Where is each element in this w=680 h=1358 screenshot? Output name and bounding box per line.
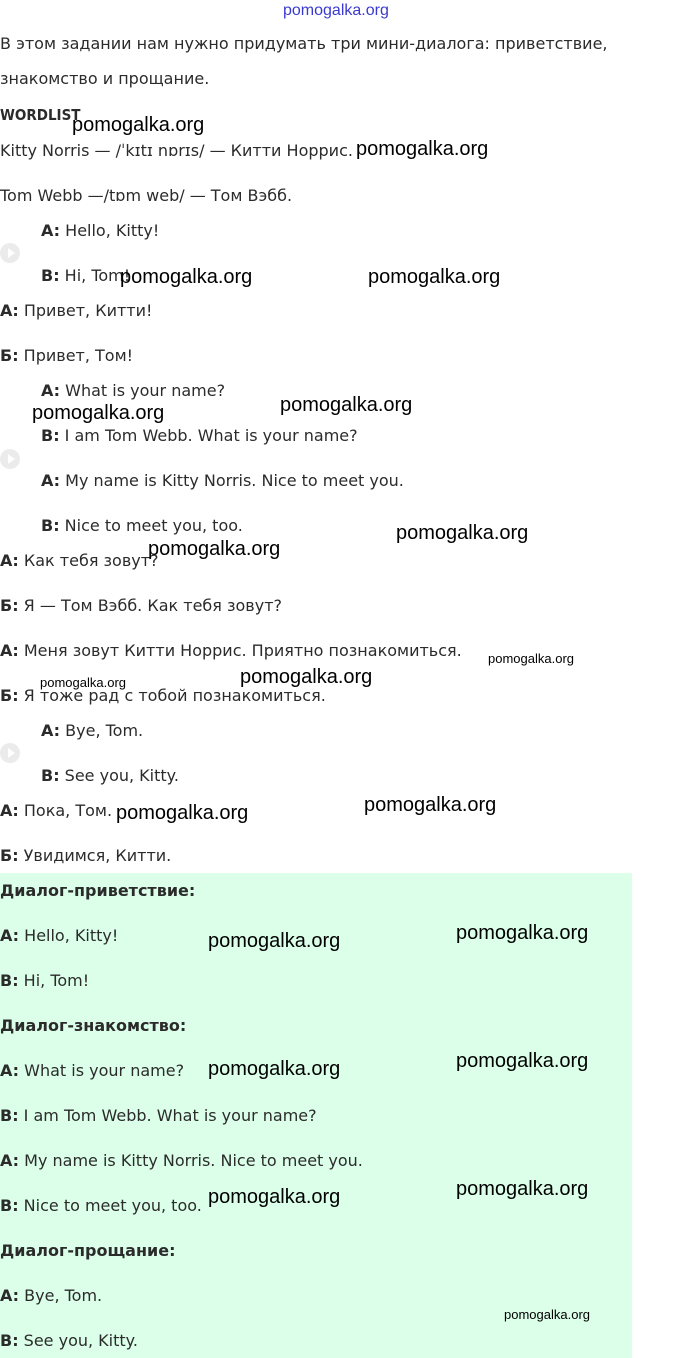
watermark: pomogalka.org bbox=[208, 1186, 341, 1208]
answer-acquaintance-line-1: A: What is your name? bbox=[0, 1061, 185, 1080]
answer-acquaintance-line-4: B: Nice to meet you, too. bbox=[0, 1196, 202, 1215]
watermark: pomogalka.org bbox=[120, 266, 253, 288]
dialog-1-ru-line-2: Б: Привет, Том! bbox=[0, 346, 134, 365]
answer-farewell-heading: Диалог-прощание: bbox=[0, 1241, 176, 1260]
watermark: pomogalka.org bbox=[368, 266, 501, 288]
answer-farewell-line-2: B: See you, Kitty. bbox=[0, 1331, 138, 1350]
watermark: pomogalka.org bbox=[504, 1307, 590, 1322]
watermark: pomogalka.org bbox=[240, 666, 373, 688]
watermark: pomogalka.org bbox=[488, 651, 574, 666]
answer-acquaintance-line-3: A: My name is Kitty Norris. Nice to meet you. bbox=[0, 1151, 363, 1170]
watermark: pomogalka.org bbox=[364, 794, 497, 816]
watermark: pomogalka.org bbox=[40, 675, 126, 690]
answer-greeting-line-1: A: Hello, Kitty! bbox=[0, 926, 119, 945]
answer-greeting-line-2: B: Hi, Tom! bbox=[0, 971, 90, 990]
watermark: pomogalka.org bbox=[208, 1058, 341, 1080]
intro-line-2: знакомство и прощание. bbox=[0, 69, 210, 88]
dialog-2-en-line-3: A: My name is Kitty Norris. Nice to meet you. bbox=[41, 471, 404, 490]
watermark: pomogalka.org bbox=[280, 394, 413, 416]
play-audio-dialog-2-icon[interactable] bbox=[0, 449, 20, 469]
dialog-1-en-line-2: B: Hi, Tom! bbox=[41, 266, 131, 285]
watermark: pomogalka.org bbox=[456, 1050, 589, 1072]
answer-acquaintance-heading: Диалог-знакомство: bbox=[0, 1016, 187, 1035]
answer-farewell-line-1: A: Bye, Tom. bbox=[0, 1286, 103, 1305]
answer-acquaintance-line-2: B: I am Tom Webb. What is your name? bbox=[0, 1106, 317, 1125]
play-audio-dialog-1-icon[interactable] bbox=[0, 243, 20, 263]
watermark: pomogalka.org bbox=[148, 538, 281, 560]
dialog-3-en-line-1: A: Bye, Tom. bbox=[41, 721, 144, 740]
dialog-2-ru-line-2: Б: Я — Том Вэбб. Как тебя зовут? bbox=[0, 596, 283, 615]
watermark: pomogalka.org bbox=[72, 114, 205, 136]
watermark: pomogalka.org bbox=[208, 930, 341, 952]
dialog-3-ru-line-1: А: Пока, Том. bbox=[0, 801, 113, 820]
watermark: pomogalka.org bbox=[116, 802, 249, 824]
watermark: pomogalka.org bbox=[456, 1178, 589, 1200]
dialog-2-en-line-4: B: Nice to meet you, too. bbox=[41, 516, 243, 535]
wordlist-entry-kitty: Kitty Norris — /ˈkɪtɪ nɒrɪs/ — Китти Норрис. bbox=[0, 141, 353, 160]
dialog-2-ru-line-3: А: Меня зовут Китти Норрис. Приятно познакомиться. bbox=[0, 641, 462, 660]
wordlist-entry-tom: Tom Webb —/tɒm web/ — Том Вэбб. bbox=[0, 186, 293, 205]
wordlist-heading: WORDLIST bbox=[0, 106, 81, 124]
watermark: pomogalka.org bbox=[32, 402, 165, 424]
dialog-2-ru-line-1: А: Как тебя зовут? bbox=[0, 551, 159, 570]
dialog-1-ru-line-1: А: Привет, Китти! bbox=[0, 301, 153, 320]
play-audio-dialog-3-icon[interactable] bbox=[0, 743, 20, 763]
dialog-1-en-line-1: A: Hello, Kitty! bbox=[41, 221, 160, 240]
dialog-3-ru-line-2: Б: Увидимся, Китти. bbox=[0, 846, 172, 865]
watermark-top: pomogalka.org bbox=[283, 2, 389, 19]
dialog-2-en-line-2: B: I am Tom Webb. What is your name? bbox=[41, 426, 358, 445]
dialog-2-ru-line-4: Б: Я тоже рад с тобой познакомиться. bbox=[0, 686, 326, 705]
watermark: pomogalka.org bbox=[396, 522, 529, 544]
watermark: pomogalka.org bbox=[356, 138, 489, 160]
dialog-2-en-line-1: A: What is your name? bbox=[41, 381, 226, 400]
answer-greeting-heading: Диалог-приветствие: bbox=[0, 881, 196, 900]
watermark: pomogalka.org bbox=[456, 922, 589, 944]
dialog-3-en-line-2: B: See you, Kitty. bbox=[41, 766, 179, 785]
intro-line-1: В этом задании нам нужно придумать три мини-диалога: приветствие, bbox=[0, 34, 608, 53]
